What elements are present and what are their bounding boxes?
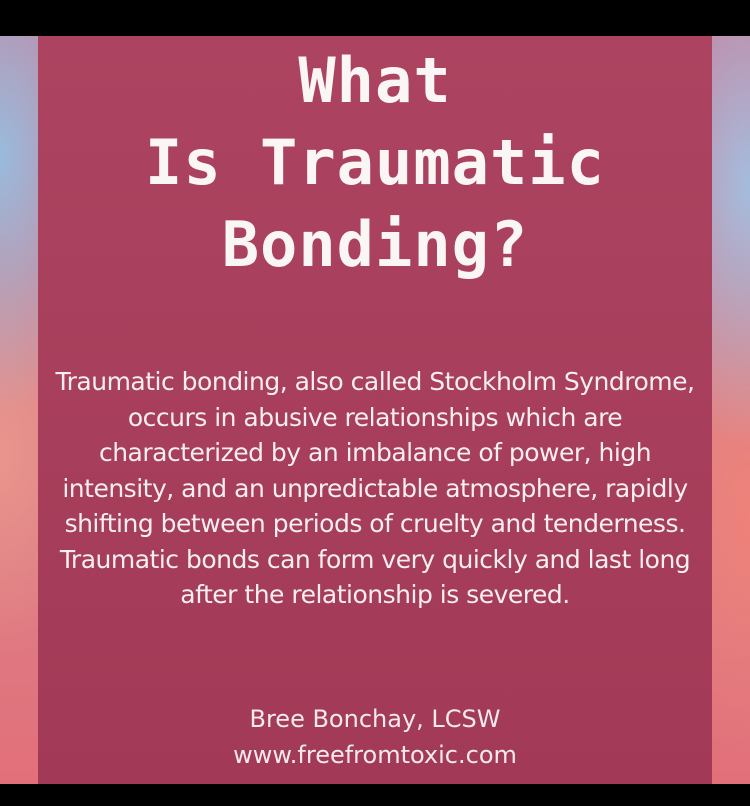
author-credit: Bree Bonchay, LCSW	[249, 705, 501, 733]
definition-text: Traumatic bonding, also called Stockholm Syndrome, occurs in abusive relationships which are characterized by an imbalance of power, high intensity, and an unpredictable atmosphere, rapidly shifting between periods of cruelty and tenderness. Traumatic bonds can form very quickly and last long after the relationship is severed.	[55, 367, 695, 609]
quote-card	[38, 36, 712, 784]
website-text: www.freefromtoxic.com	[233, 741, 517, 769]
title-line-3: Bonding?	[221, 208, 529, 281]
background-image	[0, 36, 750, 784]
card-title	[38, 40, 712, 286]
title-line-1: What	[298, 44, 452, 117]
title-line-2: Is Traumatic	[145, 126, 605, 199]
